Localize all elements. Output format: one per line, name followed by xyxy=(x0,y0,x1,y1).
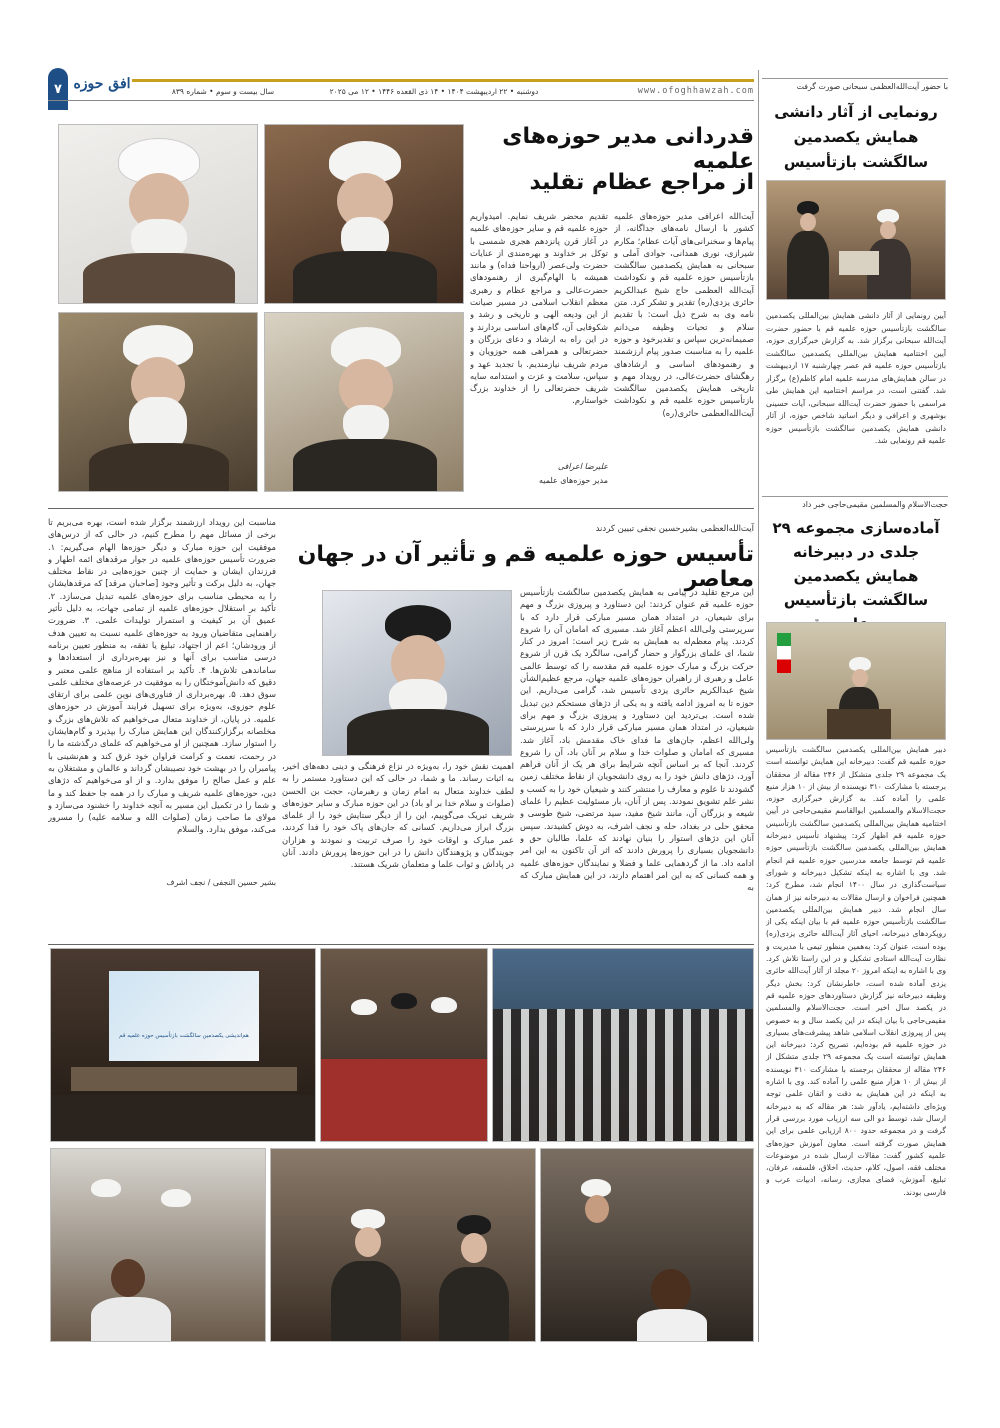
sidebar2-kicker: حجت‌الاسلام والمسلمین مقیمی‌حاجی خبر داد xyxy=(802,500,948,509)
photo-javadi-amoli xyxy=(58,312,258,492)
gallery-photo-audience-wide xyxy=(492,948,754,1142)
sidebar-rule-top xyxy=(762,78,948,79)
mid-article-col2: اهمیت نقش خود را، به‌ویژه در نزاع فرهنگی و دینی دهه‌های اخیر، به اثبات رساند. ما و شما، در حالی که این دستاورد مستمر را به لطف خداوند متعال به امام زمان و رهبرمان، حجت بن الحسن (صلوات و سلام خدا بر او باد) در این حوزه مبارک و سایر حوزه‌های شریف تبریک می‌گوییم، این را از دیگر ستایش خود را از علمای بزرگ ابراز می‌داریم. کسانی که جان‌های پاک خود را فدا کردند، عمر مبارک و اوقات خود را صرف تربیت و نمودند و هزاران جویندگان و پژوهندگان دانش را در این حوزه‌ها پرورش دادند. آنان در پاداش و ثواب علما و متعلمان شریک هستند. xyxy=(282,761,514,870)
top-article-col-left: تقدیم محضر شریف نمایم. امیدواریم حوزه علمیه قم و سایر حوزه‌های علمیه در آغاز قرن پانزدهم هجری شمسی با توکل بر خداوند و بهره‌مندی از عنایات حضرت ولی‌عصر (ارواحنا فداه) و مانند همیشه با الهام‌گیری از رهنمودهای حضرت‌عالی و مراجع عظام و رهبری معظم انقلاب اسلامی در مسیر صیانت از این ودیعه الهی و تاریخی و رشد و شکوفایی آن، گام‌های اساسی بردارند و در این راه به ارشاد و دعای بزرگان و حضرتعالی و همراهی همه حوزویان و مردم شریف نیازمندیم. با تجدید عهد و سپاس، سلامت و عزت و استدامه سایه شریف حضرتعالی را از خداوند بزرگ خواستارم. xyxy=(470,211,608,406)
issue-info: سال بیست و سوم • شماره ۸۳۹ xyxy=(171,87,274,96)
top-article-signature-title: مدیر حوزه‌های علمیه xyxy=(538,476,608,485)
masthead-rule-gold xyxy=(132,79,754,82)
sidebar-rule-mid xyxy=(762,496,948,497)
top-article-signature-name: علیرضا اعرافی xyxy=(557,462,608,471)
sidebar1-headline: رونمایی از آثار دانشی همایش یکصدمین سالگشت بازتأسیس xyxy=(774,103,938,171)
site-url: www.ofoghhawzah.com xyxy=(637,86,754,96)
dateline: دوشنبه • ۲۲ اردیبهشت ۱۴۰۴ • ۱۴ ذی القعده ۱۴۴۶ • ۱۲ می ۲۰۲۵ xyxy=(329,87,539,96)
gallery-photo-audience-1 xyxy=(50,1148,266,1342)
photo-makarem-shirazi xyxy=(58,124,258,304)
top-article-headline-2: از مراجع عظام تقلید xyxy=(529,170,754,195)
section-rule-1 xyxy=(48,508,754,509)
logo: افق حوزه xyxy=(73,76,131,92)
top-article-col-right: آیت‌الله اعرافی مدیر حوزه‌های علمیه کشور با ارسال نامه‌های جداگانه، از پیام‌ها و سخنرانی‌های آیات عظام؛ مکارم شیرازی، نوری همدانی، جوادی آملی و سبحانی به همایش یکصدمین سالگشت بازتأسیس حوزه علمیه قم و نکوداشت آیت‌الله العظمی حاج شیخ عبدالکریم حائری یزدی(ره) تقدیر و تشکر کرد. متن نامه وی به شرح ذیل است: با تقدیم سلام و تحیات وظیفه می‌دانم صمیمانه‌ترین سپاس و تقدیرخود و حوزه علمیه را به مناسبت صدور پیام ارزشمند و رهنمودهای اساسی و ارشادهای رهگشای حضرت‌عالی، در رویداد مهم و تاریخی همایش یکصدمین سالگشت بازتأسیس حوزه علمیه قم و نکوداشت آیت‌الله‌العظمی حائری(ره) xyxy=(614,211,754,418)
mid-article-headline: تأسیس حوزه علمیه قم و تأثیر آن در جهان معاصر xyxy=(297,542,754,592)
gallery-photo-audience-3 xyxy=(540,1148,754,1342)
sidebar-divider xyxy=(758,70,759,1342)
masthead-rule xyxy=(48,100,754,101)
gallery-banner-text: هم‌اندیشی یکصدمین سالگشت بازتأسیس حوزه علمیه قم xyxy=(119,1033,249,1039)
photo-bashir-najafi xyxy=(322,590,512,756)
mid-article-col1: این مرجع تقلید در پیامی به همایش یکصدمین سالگشت بازتأسیس حوزه علمیه قم عنوان کردند: این دستاورد و پیروزی بزرگ و مهم برای شیعیان، در امتداد همان مسیر مبارکی قرار دارد که با سرپرستی ولی‌الله اعظم آغاز شد. مسیری که امامان آن را شروع کردند. پیام معظم‌له به همایش به شرح زیر است: امروز در کنار شما، ای علمای بزرگوار و حضار گرامی، سالگرد یک قرن از شروع حرکت بزرگ و مبارک حوزه علمیه قم مقدسه را که توسط عالمی عامل و رهبری از راهبران حوزه‌های علمیه جهان، مرجع عظیم‌الشأن شیخ عبدالکریم حائری یزدی تأسیس شد، گرامی می‌داریم. این حوزه تا به امروز ادامه یافته و به یکی از دژهای مستحکم دین تبدیل شده است. بی‌تردید این دستاورد و پیروزی بزرگ و مهم برای شیعیان، در امتداد همان مسیر مبارکی قرار دارد که با سرپرستی ولی‌الله اعظم، جان‌های ما فدای خاک مقدمش باد، آغاز شد. مسیری که امامان و صلوات خدا و سلام بر آنان باد، آن را شروع کردند. آنجا که بر اساس آنچه شرایط برای هر یک از آنان فراهم آورد، دژهای دانش خود را به روی دانشجویان از نقاط مختلف زمین گشودند تا علوم و معارف را منتشر کنند و شیعیان خود را به کسب و نشر علم تشویق نمودند. پس از آنان، بار مسئولیت عظیم را علمای شیعه و بزرگان آن، مانند شیخ مفید، سید مرتضی، شیخ طوسی و محقق حلی در بغداد، حله و نجف اشرف، به دوش کشیدند. سپس آنان این دژهای استوار را بنیان نهادند که علما، طالبان حق و دانشجویان بسیاری را پرورش دادند که اثر آن تاکنون به این امر ادامه داد. ما از گردهمایی علما و فضلا و نمایندگان حوزه‌های علمیه و همه کسانی که به این امر اهتمام دارند، در این همایش مبارک که به xyxy=(520,587,754,893)
sidebar2-headline: آماده‌سازی مجموعه ۲۹ جلدی در دبیرخانه همایش یکصدمین سالگشت بازتأسیس xyxy=(772,519,940,609)
mid-article-col3: مناسبت این رویداد ارزشمند برگزار شده است، بهره می‌بریم تا برخی از مسائل مهم را مطرح کنیم، در حالی که از درس‌های موفقیت این حوزه مبارک و دیگر حوزه‌ها الهام می‌گیریم: ۱. ضرورت تأسیس حوزه‌های علمیه در جوار مرقدهای ائمه اطهار و فرزندان ایشان و حمایت از چنین حوزه‌هایی در نقاط مختلف جهان، به دلیل برکت و تأثیر وجود [صاحبان مرقد] که مرقدهایشان را به محیطی مناسب برای حوزه‌های علمیه تبدیل می‌سازد. ۲. تأکید بر استقلال حوزه‌های علمیه از تمامی جهات، به دلیل تأثیر عمیق آن بر کیفیت و استمرار تولیدات علمی. ۳. ضرورت راهنمایی متقاضیان ورود به حوزه‌های علمیه نسبت به تعیین هدف از ورودشان؛ اعم از اجتهاد، تبلیغ یا تفقه، به منظور تعیین برنامه درسی مناسب برای آنها و نیز بهره‌برداری از استعدادها و ساماندهی تلاش‌ها. ۴. تأکید بر استفاده از مناهج علمی معتبر و دقیق که دانش‌آموختگان را به موفقیت در عرصه‌های مختلف علمی سوق دهد. ۵. بهره‌برداری از فناوری‌های نوین علمی برای ارتقای علوم حوزوی، به‌ویژه برای تسهیل فرایند آموزش در حوزه‌های علمیه. در پایان، از خداوند متعال می‌خواهیم که تلاش‌های بزرگ و مخلصانه برگزارکنندگان این همایش مبارک را بپذیرد و گام‌هایشان را استوار سازد. همچنین از او می‌خواهیم که علمای درگذشته ما را در رحمت، نعمت و کرامت فراوان خود غرق کند و هم‌نشینی با پیامبران را در بهشت خود نصیبشان گرداند و عالمان و مشتغلان به علم و عمل صالح را موفق بدارد. و از او می‌خواهیم که دژهای دین، حوزه‌های علمیه شریف و مبارک را در همه جا حفظ کند و ما و شما را در تکمیل این مسیر به آنچه خداوند را خشنود می‌سازد و مولای ما صاحب زمان (صلوات الله و سلامه علیه) را مسرور می‌کند، موفق بدارد. والسلام xyxy=(48,517,276,835)
top-article-headline-1: قدردانی مدیر حوزه‌های علمیه xyxy=(502,124,754,174)
page-number: ۷ xyxy=(54,82,62,97)
sidebar1-photo xyxy=(766,180,946,300)
gallery-photo-audience-2 xyxy=(270,1148,536,1342)
photo-noori-hamedani xyxy=(264,124,464,304)
sidebar1-body: آیین رونمایی از آثار دانشی همایش بین‌المللی یکصدمین سالگشت بازتأسیس حوزه علمیه قم با حضور حضرت آیت‌الله سبحانی برگزار شد. به گزارش خبرگزاری حوزه، آیین اختتامیه همایش بین‌المللی یکصدمین سالگشت بازتأسیس حوزه علمیه قم عصر چهارشنبه ۱۷ اردیبهشت در سالن همایش‌های مدرسه علمیه امام کاظم(ع) برگزار شد. گفتنی است، در مراسم اختتامیه این همایش طی مراسمی با حضور حضرت آیت‌الله سبحانی، آیات حسینی بوشهری و اعرافی و دیگر اساتید شاخص حوزه، از آثار دانشی همایش یکصدمین سالگشت بازتأسیس حوزه علمیه قم رونمایی شد. xyxy=(766,311,946,445)
sidebar2-photo xyxy=(766,622,946,740)
photo-sobhani xyxy=(264,312,464,492)
section-rule-2 xyxy=(48,944,754,945)
gallery-photo-front-row xyxy=(320,948,488,1142)
mid-article-kicker: آیت‌الله‌العظمی بشیرحسین نجفی تبیین کردند xyxy=(595,524,754,534)
sidebar1-kicker: با حضور آیت‌الله‌العظمی سبحانی صورت گرفت xyxy=(796,82,948,91)
gallery-photo-stage xyxy=(50,948,316,1142)
mid-article-signature: بشیر حسین النجفی / نجف اشرف xyxy=(166,878,276,887)
sidebar2-body: دبیر همایش بین‌المللی یکصدمین سالگشت بازتأسیس حوزه علمیه قم گفت: دبیرخانه این همایش توانسته است یک مجموعه ۲۹ جلدی متشکل از ۲۴۶ مقاله از محققان برجسته با مشارکت ۳۱۰ نویسنده از بیش از ۱۰ هزار منبع علمی را آماده کند. به گزارش خبرگزاری حوزه، حجت‌الاسلام والمسلمین ابوالقاسم مقیمی‌حاجی در آیین اختتامیه همایش بین‌المللی یکصدمین سالگشت بازتأسیس حوزه علمیه قم اظهار کرد: پیشنهاد تأسیس دبیرخانه همایش بین‌المللی یکصدمین سالگشت بازتأسیس حوزه علمیه قم توسط جامعه مدرسین حوزه علمیه قم انجام شد. وی با اشاره به اینکه تشکیل دبیرخانه و شورای سیاست‌گذاری در سال ۱۴۰۰ انجام شد، مطرح کرد: همچنین فراخوان و ارسال مقالات به دبیرخانه نیز از همان سال انجام شد. دبیر همایش بین‌المللی یکصدمین سالگشت بازتأسیس حوزه علمیه قم با بیان اینکه یکی از رویکردهای دبیرخانه، احیای آثار آیت‌الله حائری یزدی(ره) بوده است، عنوان کرد: به‌همین منظور تیمی با مدیریت و نظارت آیت‌الله استادی تشکیل و در این راستا تلاش کرد. وی با اشاره به اینکه امروز ۲۰ مجلد از آثار آیت‌الله حائری یزدی آماده شده است، خاطرنشان کرد: بخش دیگر وظیفه دبیرخانه نیز گزارش دستاوردهای حوزه علمیه قم در یکصد سال اخیر است. حجت‌الاسلام والمسلمین مقیمی‌حاجی با بیان اینکه در این یکصد سال و به خصوص پس از پیروزی انقلاب اسلامی شاهد پیشرفت‌های بسیاری در حوزه علمیه قم بوده‌ایم، تصریح کرد: دبیرخانه این همایش توانسته است یک مجموعه ۲۹ جلدی متشکل از ۲۴۶ مقاله از محققان برجسته با مشارکت ۳۱۰ نویسنده از بیش از ۱۰ هزار منبع علمی را آماده کند. وی با اشاره به اینکه در این همایش به دقت و اتقان علمی توجه ویژه‌ای داشته‌ایم، یادآور شد: هر مقاله که به دبیرخانه ارسال شد، توسط دو الی سه ارزیاب مورد بررسی قرار گرفت و در مجموعه حدود ۸۰۰ ارزیابی علمی برای این همایش صورت گرفته است. معاون آموزش حوزه‌های علمیه کشور گفت: مقالات ارسال شده در موضوعات مختلف فقه، اصول، کلام، حدیث، اخلاق، فلسفه، عرفان، تبلیغ، آموزش، فضای مجازی، رسانه، ادبیات عرب و فارسی بودند. xyxy=(766,745,946,1197)
